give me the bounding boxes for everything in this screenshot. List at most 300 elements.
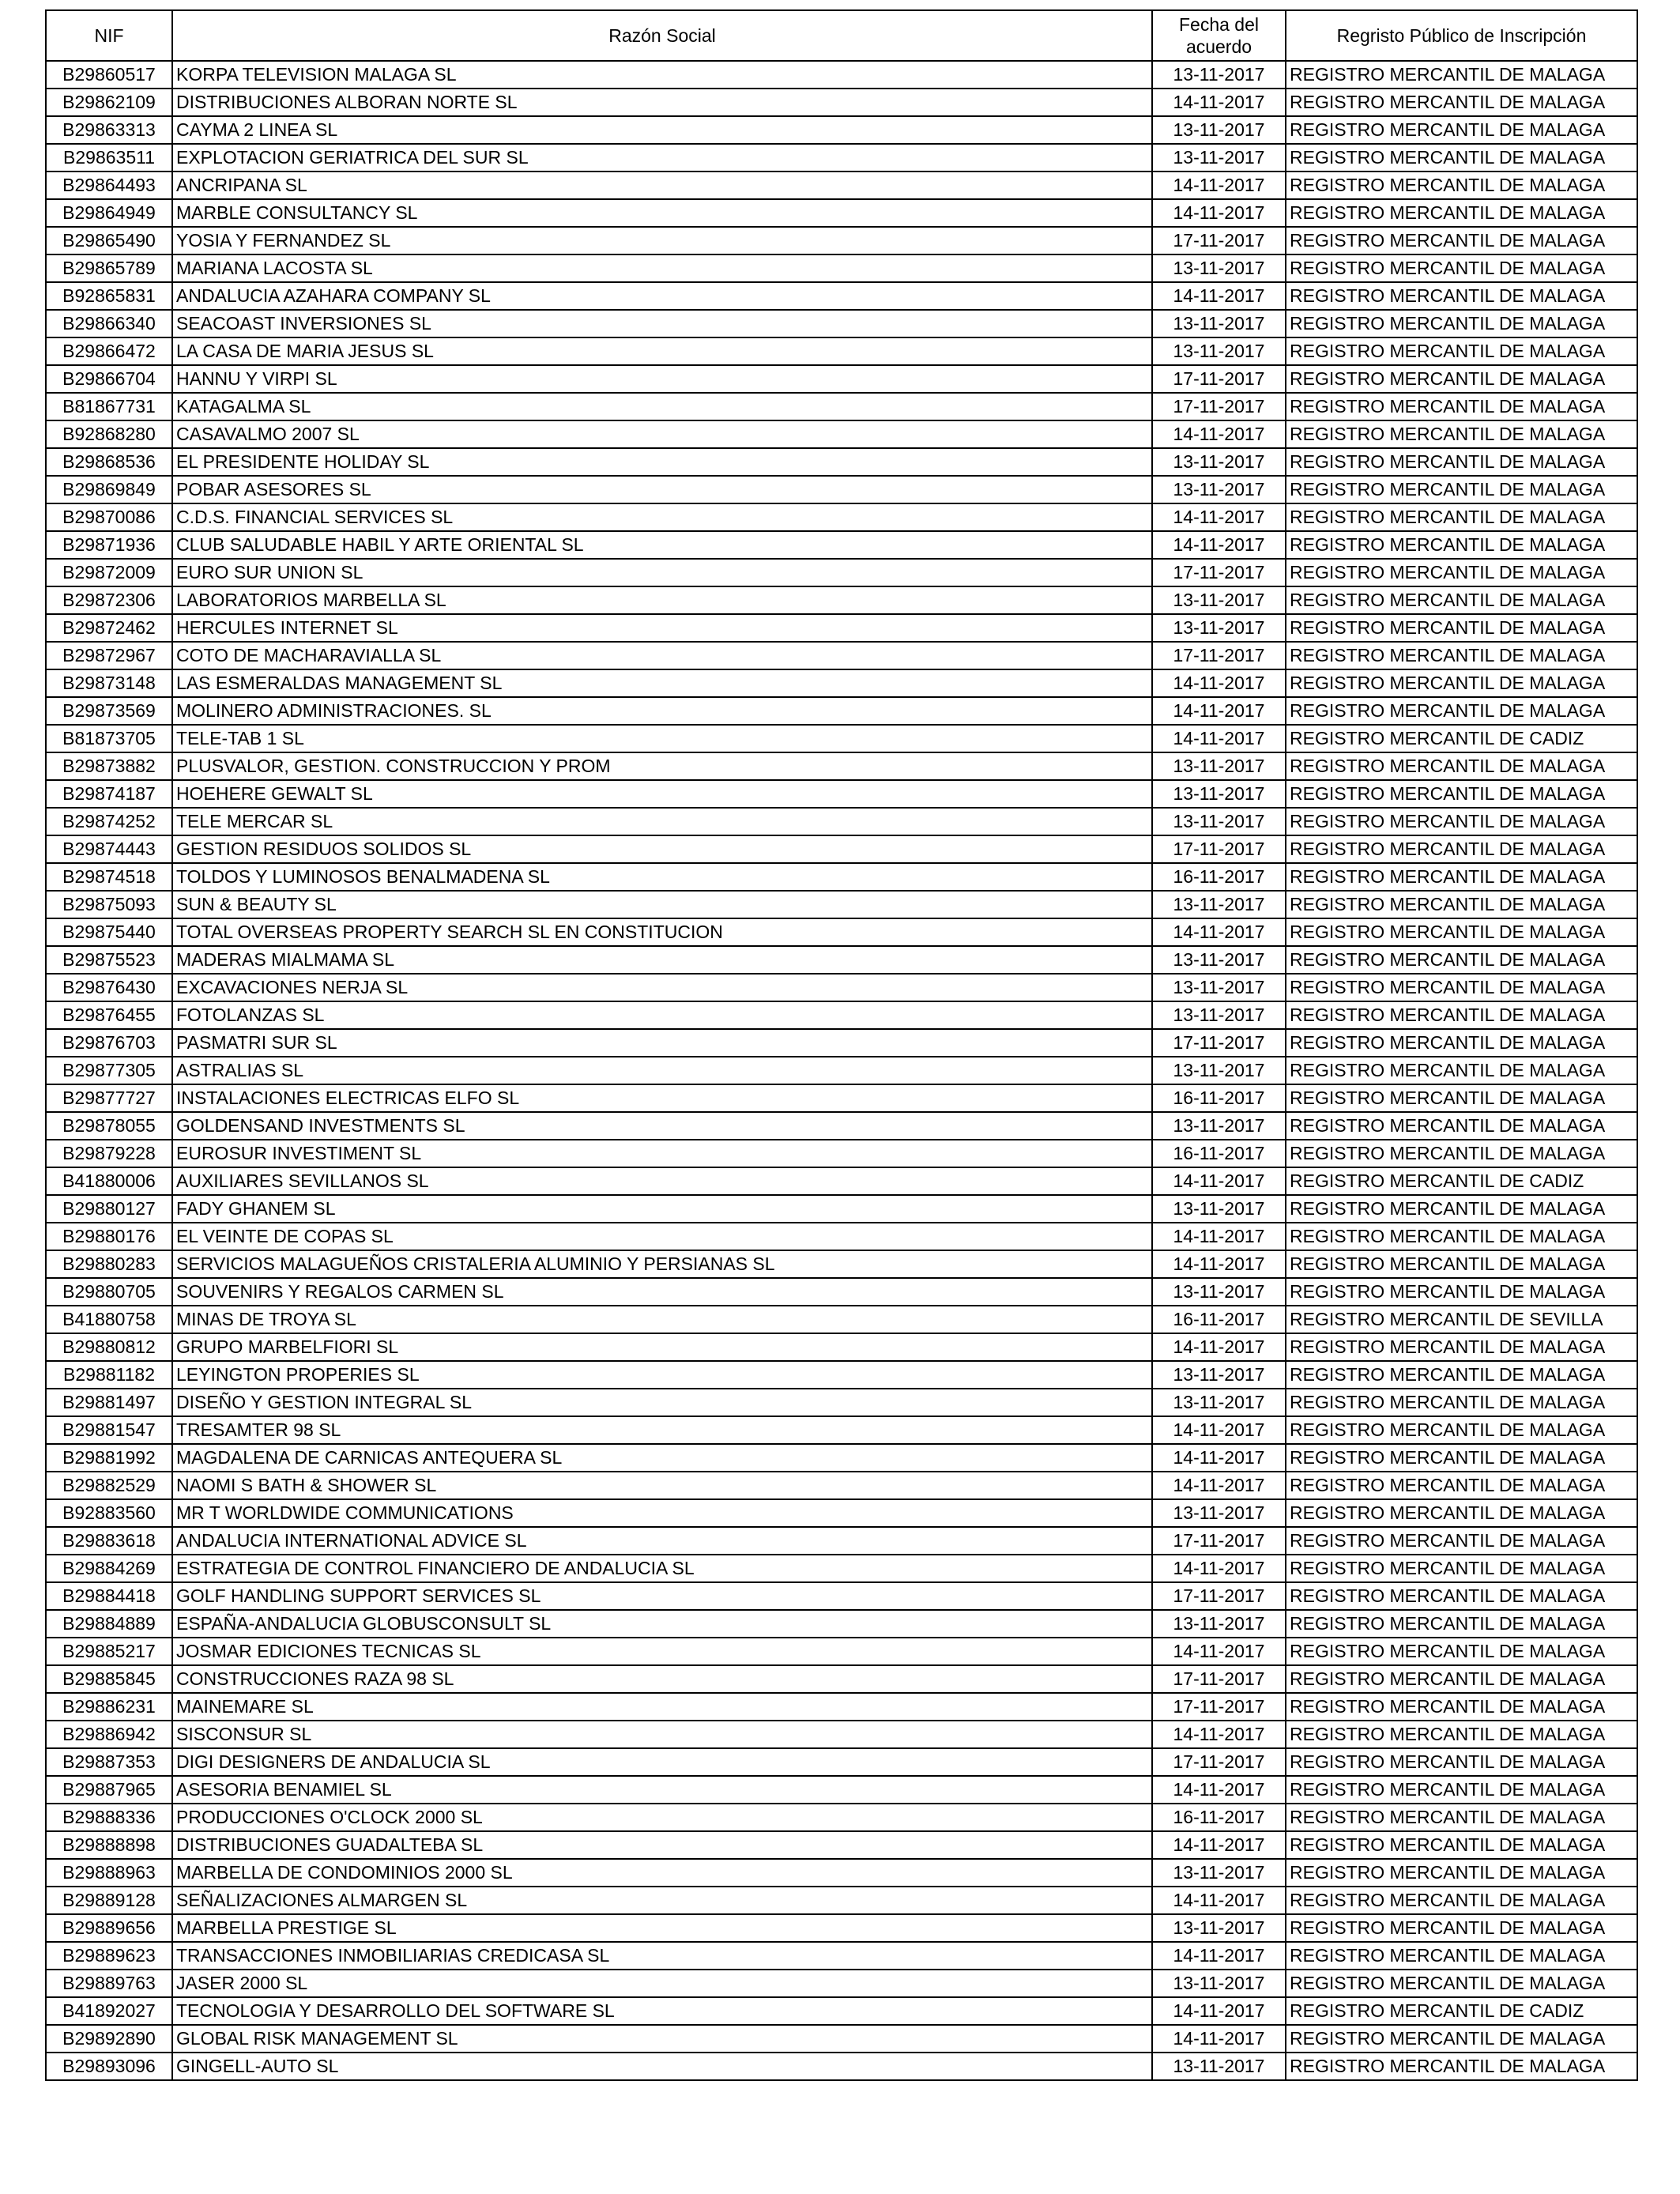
razon-social-cell: EURO SUR UNION SL	[172, 559, 1152, 586]
registro-cell: REGISTRO MERCANTIL DE MALAGA	[1286, 2053, 1637, 2080]
fecha-cell: 13-11-2017	[1152, 586, 1286, 614]
nif-cell: B29862109	[46, 89, 172, 116]
fecha-cell: 14-11-2017	[1152, 1444, 1286, 1472]
registro-cell: REGISTRO MERCANTIL DE MALAGA	[1286, 1333, 1637, 1361]
nif-cell: B29871936	[46, 531, 172, 559]
fecha-cell: 13-11-2017	[1152, 337, 1286, 365]
registro-cell: REGISTRO MERCANTIL DE MALAGA	[1286, 1416, 1637, 1444]
nif-cell: B29863511	[46, 144, 172, 172]
nif-cell: B29868536	[46, 448, 172, 476]
table-row	[46, 393, 1637, 420]
fecha-cell: 13-11-2017	[1152, 144, 1286, 172]
nif-cell: B29869849	[46, 476, 172, 503]
registro-cell: REGISTRO MERCANTIL DE MALAGA	[1286, 1057, 1637, 1084]
razon-social-cell: KATAGALMA SL	[172, 393, 1152, 420]
fecha-cell: 14-11-2017	[1152, 1887, 1286, 1914]
fecha-cell: 13-11-2017	[1152, 1970, 1286, 1997]
nif-cell: B29865789	[46, 254, 172, 282]
fecha-cell: 16-11-2017	[1152, 863, 1286, 891]
razon-social-cell: EUROSUR INVESTIMENT SL	[172, 1140, 1152, 1167]
nif-cell: B29879228	[46, 1140, 172, 1167]
table-row	[46, 89, 1637, 116]
registro-cell: REGISTRO MERCANTIL DE MALAGA	[1286, 365, 1637, 393]
fecha-cell: 14-11-2017	[1152, 1942, 1286, 1970]
razon-social-cell: MAINEMARE SL	[172, 1693, 1152, 1721]
table-row	[46, 2025, 1637, 2053]
table-row	[46, 642, 1637, 669]
header-fecha-acuerdo	[1152, 10, 1286, 61]
fecha-cell: 14-11-2017	[1152, 1250, 1286, 1278]
registro-cell: REGISTRO MERCANTIL DE MALAGA	[1286, 1721, 1637, 1748]
registro-cell: REGISTRO MERCANTIL DE MALAGA	[1286, 974, 1637, 1001]
table-row	[46, 1057, 1637, 1084]
table-row	[46, 1029, 1637, 1057]
razon-social-cell: TRANSACCIONES INMOBILIARIAS CREDICASA SL	[172, 1942, 1152, 1970]
fecha-cell: 16-11-2017	[1152, 1084, 1286, 1112]
razon-social-cell: SEÑALIZACIONES ALMARGEN SL	[172, 1887, 1152, 1914]
table-row	[46, 1721, 1637, 1748]
fecha-cell: 13-11-2017	[1152, 310, 1286, 337]
table-row	[46, 144, 1637, 172]
razon-social-cell: TELE MERCAR SL	[172, 808, 1152, 835]
table-row	[46, 1472, 1637, 1499]
razon-social-cell: CONSTRUCCIONES RAZA 98 SL	[172, 1665, 1152, 1693]
fecha-cell: 14-11-2017	[1152, 1223, 1286, 1250]
table-row	[46, 559, 1637, 586]
fecha-cell: 17-11-2017	[1152, 227, 1286, 254]
razon-social-cell: GINGELL-AUTO SL	[172, 2053, 1152, 2080]
registro-cell: REGISTRO MERCANTIL DE MALAGA	[1286, 1638, 1637, 1665]
registro-cell: REGISTRO MERCANTIL DE CADIZ	[1286, 725, 1637, 752]
table-row	[46, 531, 1637, 559]
table-row	[46, 863, 1637, 891]
razon-social-cell: EXCAVACIONES NERJA SL	[172, 974, 1152, 1001]
table-row	[46, 1084, 1637, 1112]
razon-social-cell: MINAS DE TROYA SL	[172, 1306, 1152, 1333]
registro-cell: REGISTRO MERCANTIL DE CADIZ	[1286, 1167, 1637, 1195]
table-row	[46, 974, 1637, 1001]
table-row	[46, 1167, 1637, 1195]
registro-cell: REGISTRO MERCANTIL DE MALAGA	[1286, 337, 1637, 365]
fecha-cell: 13-11-2017	[1152, 448, 1286, 476]
razon-social-cell: MADERAS MIALMAMA SL	[172, 946, 1152, 974]
razon-social-cell: MARIANA LACOSTA SL	[172, 254, 1152, 282]
table-row	[46, 1887, 1637, 1914]
nif-cell: B29864949	[46, 199, 172, 227]
table-row	[46, 891, 1637, 918]
table-row	[46, 1361, 1637, 1389]
nif-cell: B29887965	[46, 1776, 172, 1804]
registro-cell: REGISTRO MERCANTIL DE MALAGA	[1286, 1499, 1637, 1527]
registro-cell: REGISTRO MERCANTIL DE MALAGA	[1286, 946, 1637, 974]
razon-social-cell: PASMATRI SUR SL	[172, 1029, 1152, 1057]
table-row	[46, 172, 1637, 199]
fecha-cell: 13-11-2017	[1152, 1278, 1286, 1306]
razon-social-cell: HERCULES INTERNET SL	[172, 614, 1152, 642]
razon-social-cell: YOSIA Y FERNANDEZ SL	[172, 227, 1152, 254]
registro-cell: REGISTRO MERCANTIL DE MALAGA	[1286, 254, 1637, 282]
razon-social-cell: ANDALUCIA AZAHARA COMPANY SL	[172, 282, 1152, 310]
fecha-cell: 13-11-2017	[1152, 2053, 1286, 2080]
registro-cell: REGISTRO MERCANTIL DE MALAGA	[1286, 1582, 1637, 1610]
table-row	[46, 1776, 1637, 1804]
nif-cell: B29876455	[46, 1001, 172, 1029]
table-row	[46, 61, 1637, 89]
fecha-cell: 14-11-2017	[1152, 1776, 1286, 1804]
razon-social-cell: CLUB SALUDABLE HABIL Y ARTE ORIENTAL SL	[172, 531, 1152, 559]
fecha-cell: 14-11-2017	[1152, 172, 1286, 199]
registro-cell: REGISTRO MERCANTIL DE MALAGA	[1286, 227, 1637, 254]
registro-cell: REGISTRO MERCANTIL DE MALAGA	[1286, 559, 1637, 586]
table-header	[46, 10, 1637, 61]
fecha-cell: 13-11-2017	[1152, 1389, 1286, 1416]
razon-social-cell: GESTION RESIDUOS SOLIDOS SL	[172, 835, 1152, 863]
registro-cell: REGISTRO MERCANTIL DE MALAGA	[1286, 1472, 1637, 1499]
nif-cell: B29860517	[46, 61, 172, 89]
nif-cell: B81867731	[46, 393, 172, 420]
registro-cell: REGISTRO MERCANTIL DE MALAGA	[1286, 1859, 1637, 1887]
fecha-cell: 14-11-2017	[1152, 1333, 1286, 1361]
fecha-cell: 17-11-2017	[1152, 1527, 1286, 1555]
registro-cell: REGISTRO MERCANTIL DE MALAGA	[1286, 503, 1637, 531]
fecha-cell: 16-11-2017	[1152, 1804, 1286, 1831]
table-row	[46, 780, 1637, 808]
registro-cell: REGISTRO MERCANTIL DE MALAGA	[1286, 282, 1637, 310]
fecha-cell: 13-11-2017	[1152, 614, 1286, 642]
nif-cell: B29892890	[46, 2025, 172, 2053]
nif-cell: B29872462	[46, 614, 172, 642]
registro-cell: REGISTRO MERCANTIL DE MALAGA	[1286, 863, 1637, 891]
registro-cell: REGISTRO MERCANTIL DE MALAGA	[1286, 1665, 1637, 1693]
fecha-cell: 13-11-2017	[1152, 1112, 1286, 1140]
table-row	[46, 282, 1637, 310]
nif-cell: B29881547	[46, 1416, 172, 1444]
razon-social-cell: SISCONSUR SL	[172, 1721, 1152, 1748]
table-row	[46, 116, 1637, 144]
registro-cell: REGISTRO MERCANTIL DE MALAGA	[1286, 1195, 1637, 1223]
table-row	[46, 586, 1637, 614]
razon-social-cell: TELE-TAB 1 SL	[172, 725, 1152, 752]
fecha-cell: 14-11-2017	[1152, 697, 1286, 725]
registro-cell: REGISTRO MERCANTIL DE MALAGA	[1286, 420, 1637, 448]
razon-social-cell: INSTALACIONES ELECTRICAS ELFO SL	[172, 1084, 1152, 1112]
nif-cell: B29888336	[46, 1804, 172, 1831]
table-row	[46, 808, 1637, 835]
registro-cell: REGISTRO MERCANTIL DE MALAGA	[1286, 1140, 1637, 1167]
registro-cell: REGISTRO MERCANTIL DE MALAGA	[1286, 531, 1637, 559]
razon-social-cell: ASESORIA BENAMIEL SL	[172, 1776, 1152, 1804]
registro-cell: REGISTRO MERCANTIL DE MALAGA	[1286, 1361, 1637, 1389]
nif-cell: B29884418	[46, 1582, 172, 1610]
nif-cell: B92868280	[46, 420, 172, 448]
table-row	[46, 1333, 1637, 1361]
nif-cell: B29889656	[46, 1914, 172, 1942]
fecha-cell: 13-11-2017	[1152, 1610, 1286, 1638]
nif-cell: B29884269	[46, 1555, 172, 1582]
registro-cell: REGISTRO MERCANTIL DE SEVILLA	[1286, 1306, 1637, 1333]
nif-cell: B29880812	[46, 1333, 172, 1361]
fecha-cell: 13-11-2017	[1152, 1195, 1286, 1223]
table-row	[46, 420, 1637, 448]
nif-cell: B29872306	[46, 586, 172, 614]
razon-social-cell: LAS ESMERALDAS MANAGEMENT SL	[172, 669, 1152, 697]
razon-social-cell: SERVICIOS MALAGUEÑOS CRISTALERIA ALUMINIO Y PERSIANAS SL	[172, 1250, 1152, 1278]
fecha-cell: 14-11-2017	[1152, 725, 1286, 752]
table-row	[46, 365, 1637, 393]
razon-social-cell: EXPLOTACION GERIATRICA DEL SUR SL	[172, 144, 1152, 172]
fecha-cell: 14-11-2017	[1152, 1472, 1286, 1499]
nif-cell: B29880705	[46, 1278, 172, 1306]
nif-cell: B29886231	[46, 1693, 172, 1721]
registro-cell: REGISTRO MERCANTIL DE MALAGA	[1286, 808, 1637, 835]
fecha-cell: 13-11-2017	[1152, 891, 1286, 918]
razon-social-cell: NAOMI S BATH & SHOWER SL	[172, 1472, 1152, 1499]
registro-cell: REGISTRO MERCANTIL DE MALAGA	[1286, 1804, 1637, 1831]
nif-cell: B29866704	[46, 365, 172, 393]
razon-social-cell: PRODUCCIONES O'CLOCK 2000 SL	[172, 1804, 1152, 1831]
fecha-cell: 13-11-2017	[1152, 116, 1286, 144]
razon-social-cell: MARBELLA PRESTIGE SL	[172, 1914, 1152, 1942]
table-row	[46, 1416, 1637, 1444]
header-registro: Regristo Público de Inscripción	[1286, 10, 1637, 61]
registro-cell: REGISTRO MERCANTIL DE MALAGA	[1286, 642, 1637, 669]
registro-cell: REGISTRO MERCANTIL DE MALAGA	[1286, 476, 1637, 503]
fecha-cell: 13-11-2017	[1152, 752, 1286, 780]
registro-cell: REGISTRO MERCANTIL DE MALAGA	[1286, 1970, 1637, 1997]
nif-cell: B29885845	[46, 1665, 172, 1693]
registro-cell: REGISTRO MERCANTIL DE MALAGA	[1286, 1389, 1637, 1416]
fecha-cell: 14-11-2017	[1152, 1638, 1286, 1665]
razon-social-cell: GOLDENSAND INVESTMENTS SL	[172, 1112, 1152, 1140]
razon-social-cell: ASTRALIAS SL	[172, 1057, 1152, 1084]
fecha-cell: 13-11-2017	[1152, 1914, 1286, 1942]
razon-social-cell: TOTAL OVERSEAS PROPERTY SEARCH SL EN CONSTITUCION	[172, 918, 1152, 946]
fecha-cell: 17-11-2017	[1152, 393, 1286, 420]
fecha-cell: 17-11-2017	[1152, 1665, 1286, 1693]
table-row	[46, 199, 1637, 227]
razon-social-cell: MAGDALENA DE CARNICAS ANTEQUERA SL	[172, 1444, 1152, 1472]
nif-cell: B41880006	[46, 1167, 172, 1195]
razon-social-cell: GRUPO MARBELFIORI SL	[172, 1333, 1152, 1361]
table-row	[46, 1389, 1637, 1416]
header-row	[46, 10, 1637, 61]
table-row	[46, 1970, 1637, 1997]
nif-cell: B29873569	[46, 697, 172, 725]
table-row	[46, 337, 1637, 365]
razon-social-cell: GLOBAL RISK MANAGEMENT SL	[172, 2025, 1152, 2053]
table-row	[46, 1499, 1637, 1527]
registro-cell: REGISTRO MERCANTIL DE MALAGA	[1286, 199, 1637, 227]
table-row	[46, 310, 1637, 337]
nif-cell: B29872009	[46, 559, 172, 586]
nif-cell: B29876703	[46, 1029, 172, 1057]
registro-cell: REGISTRO MERCANTIL DE MALAGA	[1286, 89, 1637, 116]
registro-cell: REGISTRO MERCANTIL DE MALAGA	[1286, 697, 1637, 725]
table-row	[46, 725, 1637, 752]
nif-cell: B81873705	[46, 725, 172, 752]
razon-social-cell: HANNU Y VIRPI SL	[172, 365, 1152, 393]
registro-cell: REGISTRO MERCANTIL DE MALAGA	[1286, 1887, 1637, 1914]
razon-social-cell: LA CASA DE MARIA JESUS SL	[172, 337, 1152, 365]
nif-cell: B29886942	[46, 1721, 172, 1748]
razon-social-cell: TOLDOS Y LUMINOSOS BENALMADENA SL	[172, 863, 1152, 891]
registro-cell: REGISTRO MERCANTIL DE MALAGA	[1286, 1084, 1637, 1112]
nif-cell: B92865831	[46, 282, 172, 310]
registro-cell: REGISTRO MERCANTIL DE MALAGA	[1286, 1001, 1637, 1029]
razon-social-cell: COTO DE MACHARAVIALLA SL	[172, 642, 1152, 669]
table-row	[46, 752, 1637, 780]
fecha-cell: 17-11-2017	[1152, 835, 1286, 863]
fecha-cell: 14-11-2017	[1152, 2025, 1286, 2053]
registro-cell: REGISTRO MERCANTIL DE MALAGA	[1286, 918, 1637, 946]
table-row	[46, 1748, 1637, 1776]
razon-social-cell: MR T WORLDWIDE COMMUNICATIONS	[172, 1499, 1152, 1527]
razon-social-cell: TRESAMTER 98 SL	[172, 1416, 1152, 1444]
razon-social-cell: SUN & BEAUTY SL	[172, 891, 1152, 918]
razon-social-cell: SEACOAST INVERSIONES SL	[172, 310, 1152, 337]
nif-cell: B29874443	[46, 835, 172, 863]
registro-cell: REGISTRO MERCANTIL DE MALAGA	[1286, 752, 1637, 780]
fecha-cell: 14-11-2017	[1152, 199, 1286, 227]
registro-cell: REGISTRO MERCANTIL DE MALAGA	[1286, 1223, 1637, 1250]
nif-cell: B29881182	[46, 1361, 172, 1389]
nif-cell: B29876430	[46, 974, 172, 1001]
fecha-cell: 16-11-2017	[1152, 1140, 1286, 1167]
table-row	[46, 1914, 1637, 1942]
fecha-cell: 13-11-2017	[1152, 946, 1286, 974]
nif-cell: B29880176	[46, 1223, 172, 1250]
fecha-cell: 13-11-2017	[1152, 808, 1286, 835]
razon-social-cell: FOTOLANZAS SL	[172, 1001, 1152, 1029]
razon-social-cell: ESPAÑA-ANDALUCIA GLOBUSCONSULT SL	[172, 1610, 1152, 1638]
nif-cell: B29864493	[46, 172, 172, 199]
table-row	[46, 669, 1637, 697]
razon-social-cell: SOUVENIRS Y REGALOS CARMEN SL	[172, 1278, 1152, 1306]
table-body	[46, 61, 1637, 2080]
razon-social-cell: LEYINGTON PROPERIES SL	[172, 1361, 1152, 1389]
nif-cell: B29865490	[46, 227, 172, 254]
razon-social-cell: FADY GHANEM SL	[172, 1195, 1152, 1223]
fecha-cell: 14-11-2017	[1152, 1167, 1286, 1195]
table-row	[46, 918, 1637, 946]
registro-cell: REGISTRO MERCANTIL DE MALAGA	[1286, 835, 1637, 863]
table-row	[46, 1693, 1637, 1721]
nif-cell: B29874518	[46, 863, 172, 891]
table-row	[46, 476, 1637, 503]
nif-cell: B29887353	[46, 1748, 172, 1776]
fecha-cell: 13-11-2017	[1152, 254, 1286, 282]
fecha-cell: 13-11-2017	[1152, 61, 1286, 89]
nif-cell: B29888963	[46, 1859, 172, 1887]
fecha-cell: 13-11-2017	[1152, 476, 1286, 503]
nif-cell: B29884889	[46, 1610, 172, 1638]
razon-social-cell: ANDALUCIA INTERNATIONAL ADVICE SL	[172, 1527, 1152, 1555]
table-row	[46, 448, 1637, 476]
razon-social-cell: MARBLE CONSULTANCY SL	[172, 199, 1152, 227]
registro-cell: REGISTRO MERCANTIL DE MALAGA	[1286, 393, 1637, 420]
fecha-cell: 14-11-2017	[1152, 531, 1286, 559]
nif-cell: B29889128	[46, 1887, 172, 1914]
razon-social-cell: AUXILIARES SEVILLANOS SL	[172, 1167, 1152, 1195]
registro-cell: REGISTRO MERCANTIL DE MALAGA	[1286, 1776, 1637, 1804]
registro-cell: REGISTRO MERCANTIL DE MALAGA	[1286, 891, 1637, 918]
razon-social-cell: TECNOLOGIA Y DESARROLLO DEL SOFTWARE SL	[172, 1997, 1152, 2025]
nif-cell: B29875093	[46, 891, 172, 918]
razon-social-cell: JOSMAR EDICIONES TECNICAS SL	[172, 1638, 1152, 1665]
registro-cell: REGISTRO MERCANTIL DE MALAGA	[1286, 586, 1637, 614]
razon-social-cell: DISTRIBUCIONES GUADALTEBA SL	[172, 1831, 1152, 1859]
razon-social-cell: LABORATORIOS MARBELLA SL	[172, 586, 1152, 614]
table-row	[46, 503, 1637, 531]
table-row	[46, 1610, 1637, 1638]
razon-social-cell: DISTRIBUCIONES ALBORAN NORTE SL	[172, 89, 1152, 116]
nif-cell: B29880283	[46, 1250, 172, 1278]
registro-cell: REGISTRO MERCANTIL DE MALAGA	[1286, 310, 1637, 337]
registro-cell: REGISTRO MERCANTIL DE MALAGA	[1286, 1831, 1637, 1859]
razon-social-cell: JASER 2000 SL	[172, 1970, 1152, 1997]
table-row	[46, 1527, 1637, 1555]
table-row	[46, 1140, 1637, 1167]
table-row	[46, 1555, 1637, 1582]
registro-cell: REGISTRO MERCANTIL DE MALAGA	[1286, 1278, 1637, 1306]
registro-cell: REGISTRO MERCANTIL DE MALAGA	[1286, 1555, 1637, 1582]
fecha-cell: 13-11-2017	[1152, 1361, 1286, 1389]
fecha-cell: 14-11-2017	[1152, 282, 1286, 310]
nif-cell: B29875440	[46, 918, 172, 946]
fecha-cell: 17-11-2017	[1152, 642, 1286, 669]
registro-cell: REGISTRO MERCANTIL DE MALAGA	[1286, 780, 1637, 808]
table-row	[46, 1831, 1637, 1859]
nif-cell: B29873148	[46, 669, 172, 697]
fecha-cell: 13-11-2017	[1152, 1499, 1286, 1527]
table-row	[46, 1278, 1637, 1306]
fecha-cell: 17-11-2017	[1152, 365, 1286, 393]
company-registry-table	[45, 9, 1638, 2081]
nif-cell: B29882529	[46, 1472, 172, 1499]
fecha-cell: 14-11-2017	[1152, 669, 1286, 697]
razon-social-cell: DISEÑO Y GESTION INTEGRAL SL	[172, 1389, 1152, 1416]
nif-cell: B29866340	[46, 310, 172, 337]
fecha-cell: 14-11-2017	[1152, 1555, 1286, 1582]
razon-social-cell: C.D.S. FINANCIAL SERVICES SL	[172, 503, 1152, 531]
razon-social-cell: GOLF HANDLING SUPPORT SERVICES SL	[172, 1582, 1152, 1610]
nif-cell: B41892027	[46, 1997, 172, 2025]
table-row	[46, 1001, 1637, 1029]
registro-cell: REGISTRO MERCANTIL DE MALAGA	[1286, 116, 1637, 144]
table-row	[46, 1997, 1637, 2025]
nif-cell: B29872967	[46, 642, 172, 669]
fecha-cell: 17-11-2017	[1152, 1748, 1286, 1776]
fecha-cell: 13-11-2017	[1152, 1057, 1286, 1084]
nif-cell: B29866472	[46, 337, 172, 365]
nif-cell: B29870086	[46, 503, 172, 531]
razon-social-cell: CAYMA 2 LINEA SL	[172, 116, 1152, 144]
fecha-cell: 14-11-2017	[1152, 1831, 1286, 1859]
table-row	[46, 1665, 1637, 1693]
registro-cell: REGISTRO MERCANTIL DE MALAGA	[1286, 669, 1637, 697]
razon-social-cell: POBAR ASESORES SL	[172, 476, 1152, 503]
fecha-cell: 13-11-2017	[1152, 780, 1286, 808]
nif-cell: B29888898	[46, 1831, 172, 1859]
razon-social-cell: DIGI DESIGNERS DE ANDALUCIA SL	[172, 1748, 1152, 1776]
razon-social-cell: ESTRATEGIA DE CONTROL FINANCIERO DE ANDALUCIA SL	[172, 1555, 1152, 1582]
nif-cell: B29863313	[46, 116, 172, 144]
table-row	[46, 614, 1637, 642]
table-row	[46, 1942, 1637, 1970]
razon-social-cell: CASAVALMO 2007 SL	[172, 420, 1152, 448]
razon-social-cell: KORPA TELEVISION MALAGA SL	[172, 61, 1152, 89]
registro-cell: REGISTRO MERCANTIL DE MALAGA	[1286, 1942, 1637, 1970]
